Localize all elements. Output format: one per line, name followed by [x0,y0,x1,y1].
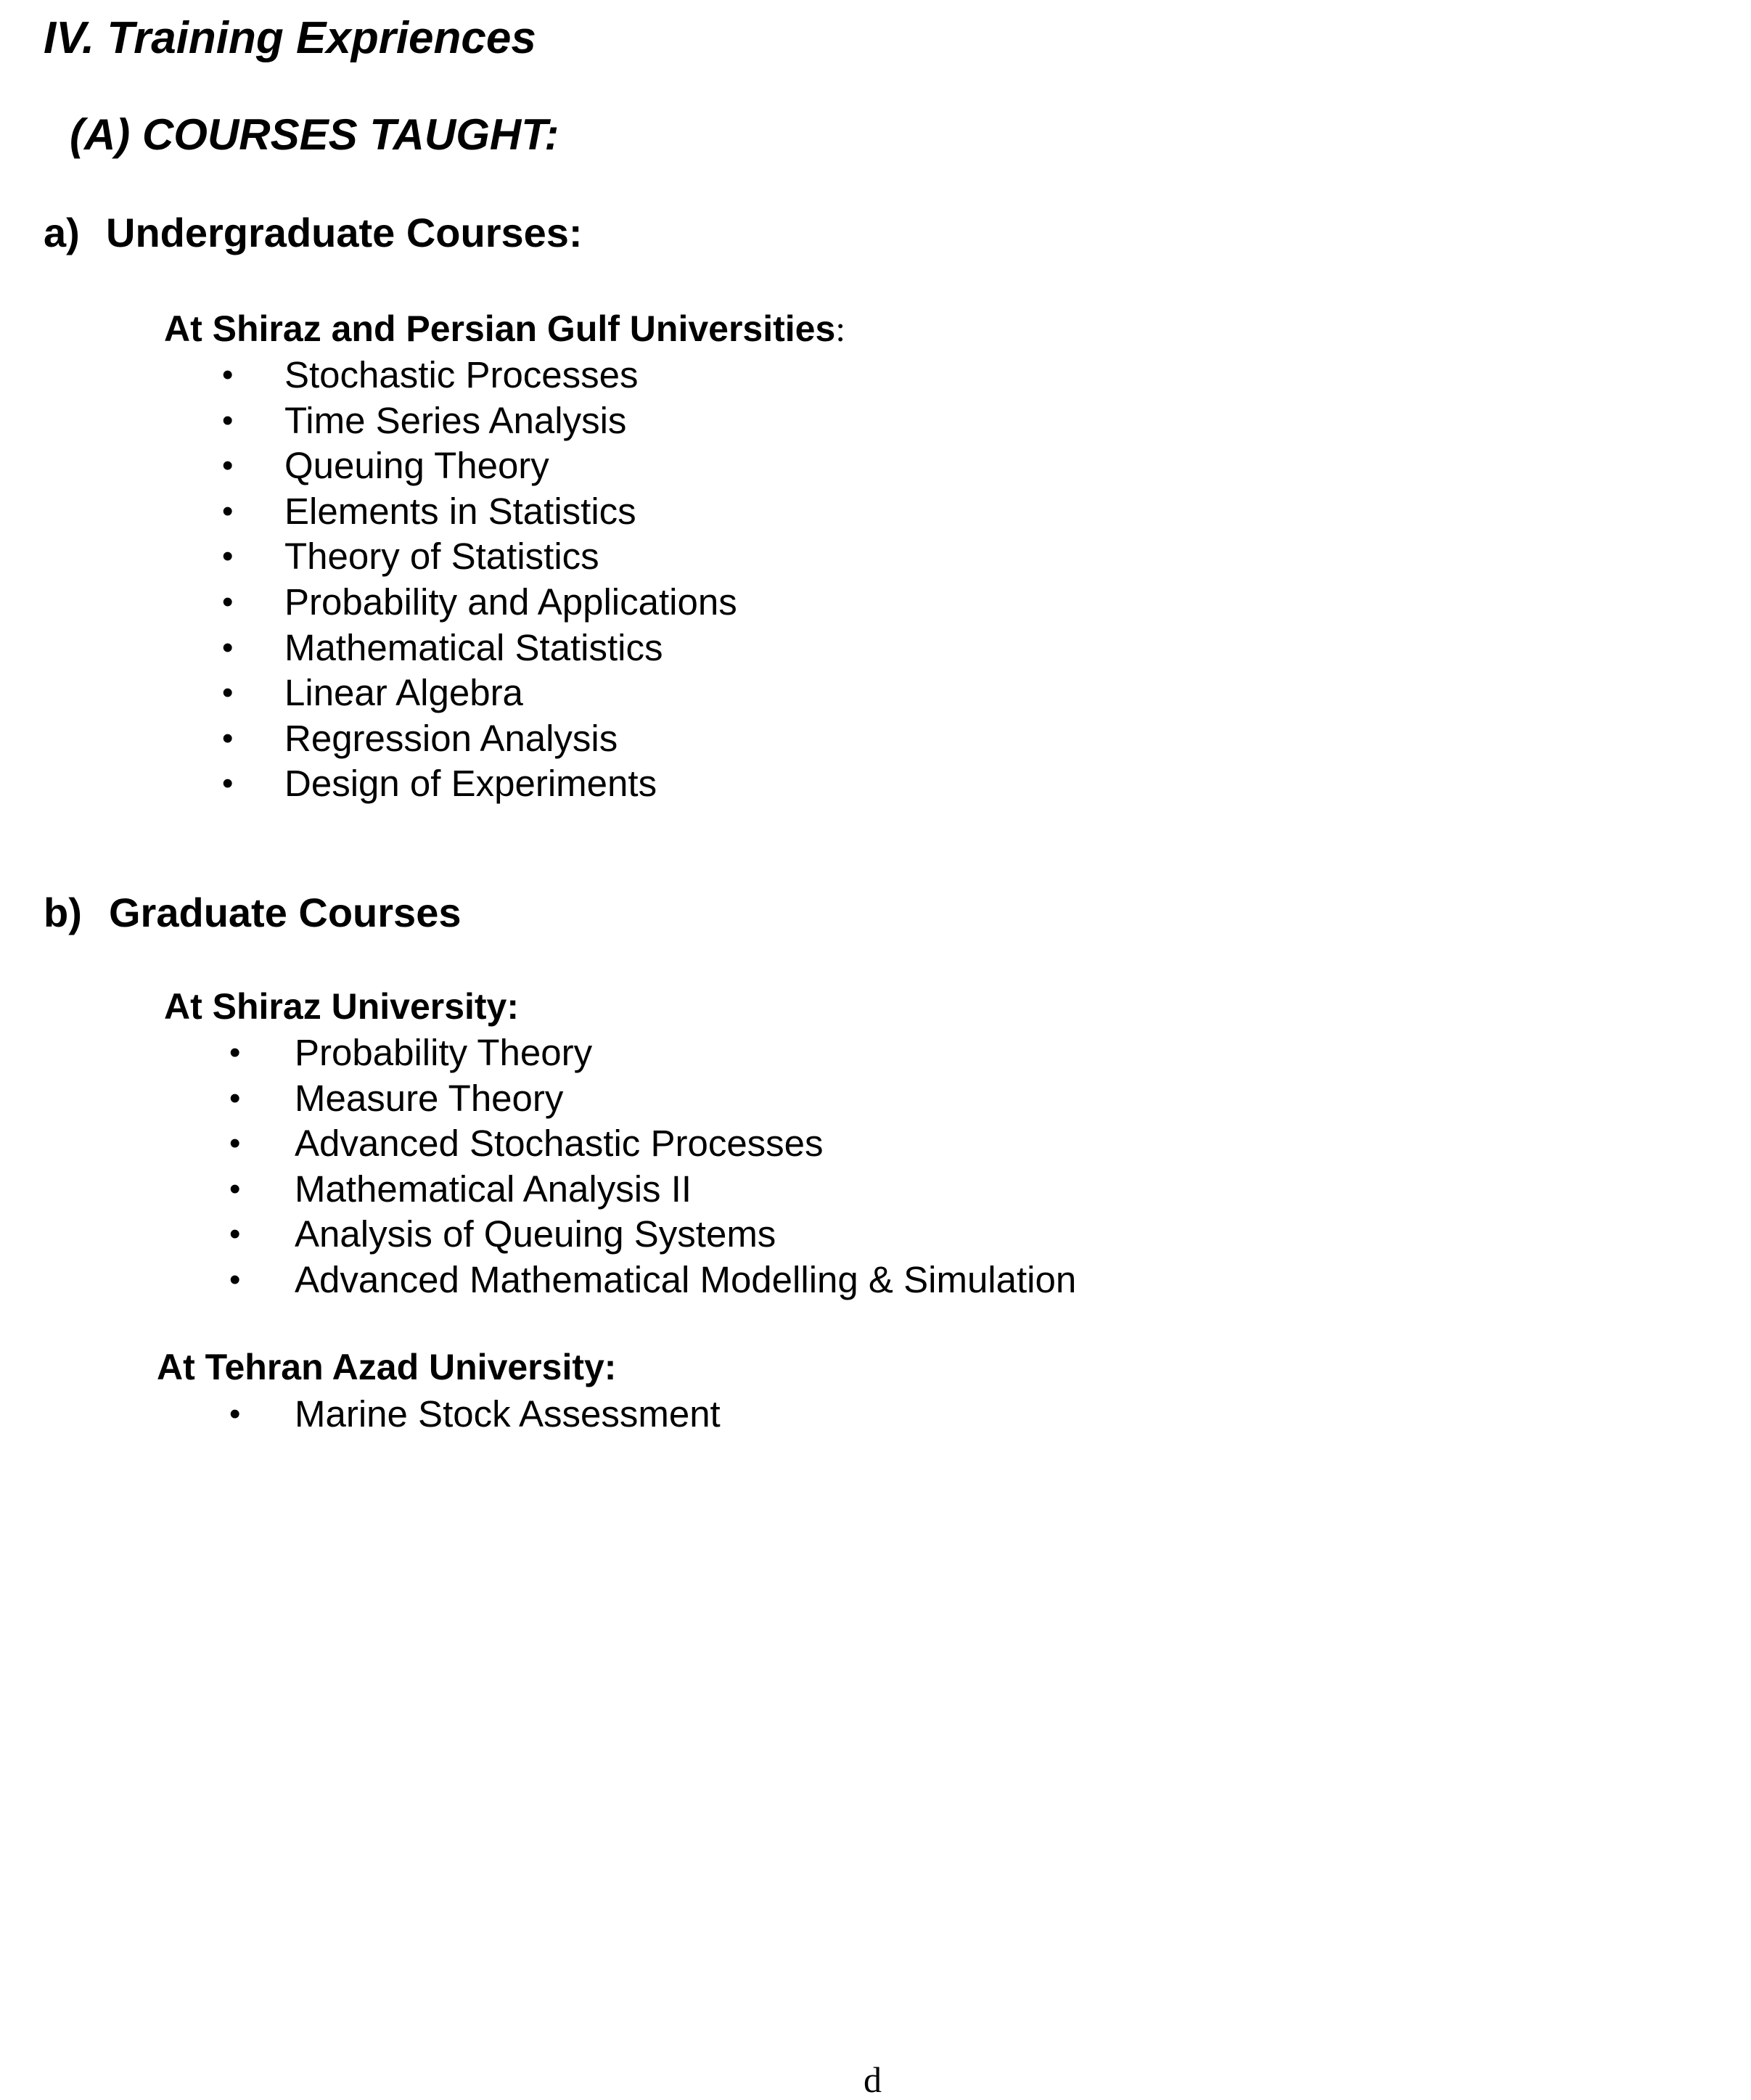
page-number: d [864,2059,882,2100]
course-name: Probability and Applications [284,581,737,623]
undergraduate-institution-name: At Shiraz and Persian Gulf Universities [164,308,836,349]
course-name: Advanced Stochastic Processes [295,1123,824,1165]
bullet-icon: • [222,448,234,484]
course-name: Advanced Mathematical Modelling & Simulation [295,1258,1077,1300]
section-subtitle: (A) COURSES TAUGHT: [70,110,559,159]
bullet-icon: • [229,1396,241,1432]
bullet-icon: • [222,493,234,529]
bullet-icon: • [222,357,234,393]
undergraduate-label: a) [44,210,80,255]
course-name: Time Series Analysis [284,399,627,441]
bullet-icon: • [229,1170,241,1207]
bullet-icon: • [222,538,234,575]
course-name: Design of Experiments [284,763,657,805]
undergraduate-institution [164,305,845,352]
undergraduate-institution-colon: : [835,308,846,349]
section-title: IV. Training Expriences [44,13,536,63]
bullet-icon: • [229,1080,241,1116]
bullet-icon: • [229,1125,241,1162]
course-name: Linear Algebra [284,672,523,714]
course-name: Theory of Statistics [284,536,599,578]
bullet-icon: • [222,766,234,802]
graduate-heading-text: Graduate Courses [109,890,462,935]
graduate-institution-tehran: At Tehran Azad University: [157,1347,617,1387]
bullet-icon: • [229,1261,241,1297]
bullet-icon: • [229,1216,241,1252]
course-name: Marine Stock Assessment [295,1393,721,1435]
graduate-institution-shiraz: At Shiraz University: [164,986,520,1027]
course-name: Mathematical Statistics [284,626,663,668]
course-name: Probability Theory [295,1032,593,1073]
graduate-label: b) [44,890,82,935]
course-name: Elements in Statistics [284,490,636,532]
bullet-icon: • [222,675,234,711]
course-name: Queuing Theory [284,445,549,487]
undergraduate-heading-text: Undergraduate Courses: [106,210,583,255]
bullet-icon: • [222,629,234,665]
graduate-heading [44,887,462,938]
course-name: Measure Theory [295,1077,564,1119]
course-name: Stochastic Processes [284,354,639,395]
bullet-icon: • [222,583,234,620]
course-name: Mathematical Analysis II [295,1168,692,1210]
undergraduate-heading [44,208,583,258]
bullet-icon: • [222,402,234,438]
bullet-icon: • [229,1035,241,1070]
bullet-icon: • [222,720,234,756]
course-name: Analysis of Queuing Systems [295,1213,776,1255]
course-name: Regression Analysis [284,717,618,759]
